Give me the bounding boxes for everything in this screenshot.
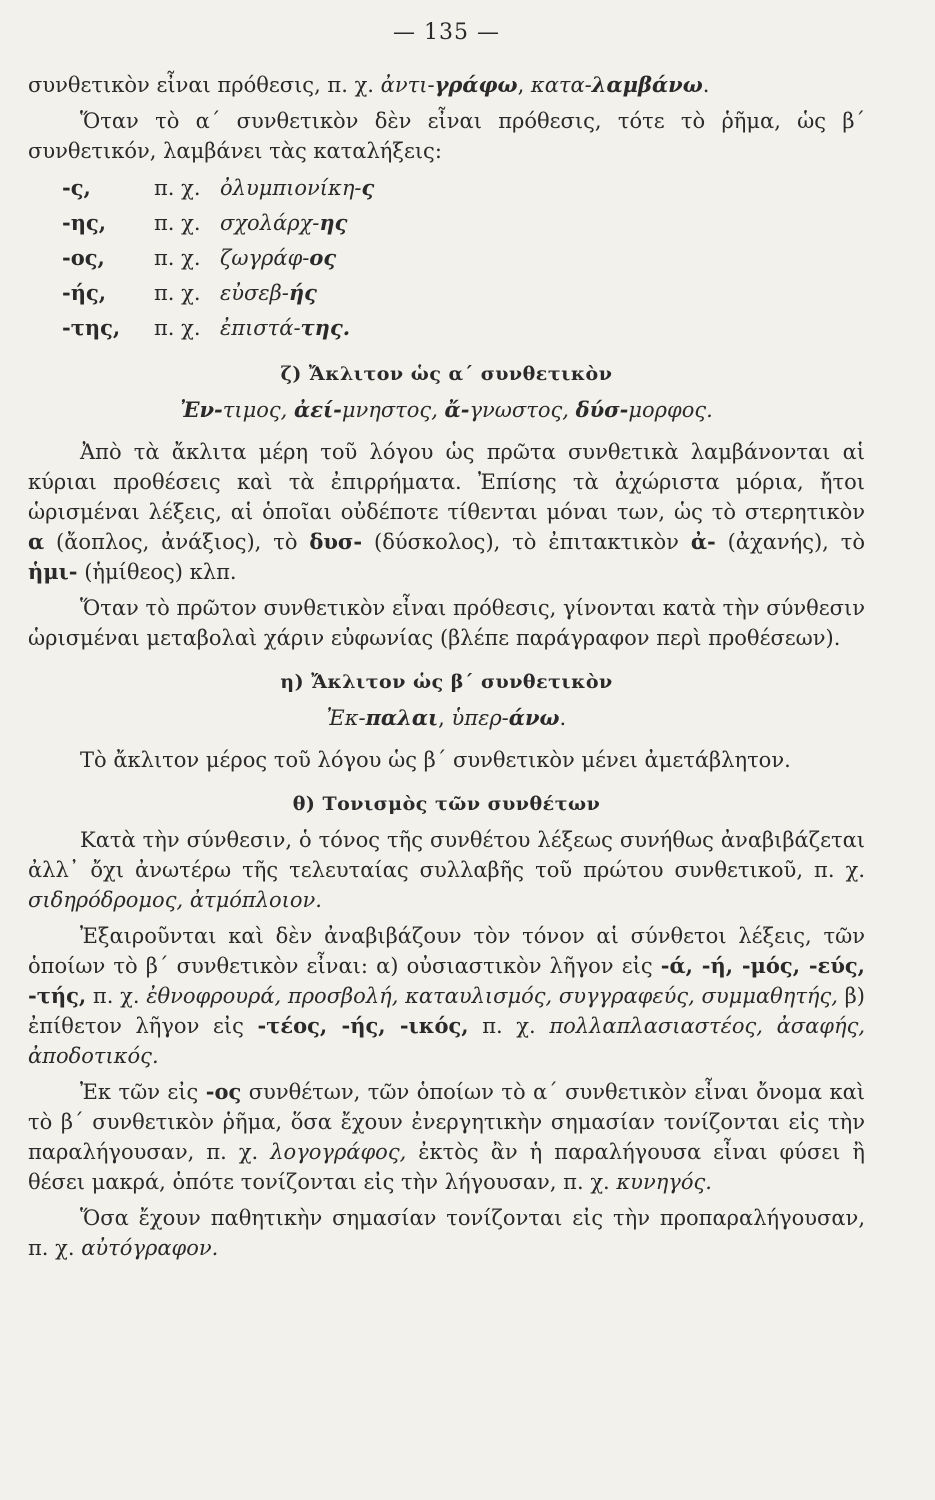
section-heading-th: θ) Τονισμὸς τῶν συνθέτων: [292, 793, 601, 815]
ending-row: -ής, π. χ. εὐσεβ- ής: [62, 279, 317, 305]
paragraph-ametavlito: Τὸ ἄκλιτον μέρος τοῦ λόγου ὡς β΄ συνθετικὸν μένει ἀμετάβλητον.: [80, 748, 791, 772]
ending-row: -ος, π. χ. ζωγράφ- ος: [62, 244, 337, 270]
paragraph-aklita: Ἀπὸ τὰ ἄκλιτα μέρη τοῦ λόγου ὡς πρῶτα συνθετικὰ λαμβάνονται αἱ κύριαι προθέσεις καὶ τὰ ἐπιρρήματα. Ἐπίσης τὰ ἀχώριστα μόρια, ἤτοι ὡρισμέναι λέξεις, αἱ ὁποῖαι οὐδέποτε τίθενται μόναι των, ὡς τὸ στερητικὸν α (ἄοπλος, ἀνάξιος), τὸ δυσ- (δύσκολος), τὸ ἐπιτακτικὸν ἀ- (ἀχανής), τὸ ἡμι- (ἡμίθεος) κλπ.: [28, 440, 865, 584]
example-line-z: Ἐν-τιμος, ἀεί-μνηστος, ἄ-γνωστος, δύσ-μορφος.: [180, 397, 713, 422]
paragraph-tonismos: Κατὰ τὴν σύνθεσιν, ὁ τόνος τῆς συνθέτου λέξεως συνήθως ἀναβιβάζεται ἀλλ᾿ ὄχι ἀνωτέρω τῆς τελευταίας συλλαβῆς τοῦ πρώτου συνθετικοῦ, π. χ. σιδηρόδρομος, ἀτμόπλοιον.: [28, 828, 865, 912]
paragraph-prothesis: Ὅταν τὸ πρῶτον συνθετικὸν εἶναι πρόθεσις, γίνονται κατὰ τὴν σύνθεσιν ὡρισμέναι μεταβολαὶ χάριν εὐφωνίας (βλέπε παράγραφον περὶ προθέσεων).: [28, 596, 865, 650]
continuation-line: συνθετικὸν εἶναι πρόθεσις, π. χ. ἀντι-γράφω, κατα-λαμβάνω.: [28, 72, 710, 97]
paragraph-exairountai: Ἐξαιροῦνται καὶ δὲν ἀναβιβάζουν τὸν τόνον αἱ σύνθετοι λέξεις, τῶν ὁποίων τὸ β΄ συνθετικὸν εἶναι: α) οὐσιαστικὸν λῆγον εἰς -ά, -ή, -μός, -εύς, -τής, π. χ. ἐθνοφρουρά, προσβολή, καταυλισμός, συγγραφεύς, συμμαθητής, β) ἐπίθετον λῆγον εἰς -τέος, -ής, -ικός, π. χ. πολλαπλασιαστέος, ἀσαφής, ἀποδοτικός.: [28, 924, 866, 1068]
paragraph-pathitiki: Ὅσα ἔχουν παθητικὴν σημασίαν τονίζονται εἰς τὴν προπαραλήγουσαν, π. χ. αὐτόγραφον.: [28, 1206, 865, 1260]
paragraph-energitiki: Ἐκ τῶν εἰς -ος συνθέτων, τῶν ὁποίων τὸ α΄ συνθετικὸν εἶναι ὄνομα καὶ τὸ β΄ συνθετικὸν ῥῆμα, ὅσα ἔχουν ἐνεργητικὴν σημασίαν τονίζονται εἰς τὴν παραλήγουσαν, π. χ. λογογράφος, ἐκτὸς ἂν ἡ παραλήγουσα εἶναι φύσει ἢ θέσει μακρά, ὁπότε τονίζονται εἰς τὴν λήγουσαν, π. χ. κυνηγός.: [28, 1079, 865, 1194]
section-heading-z: ζ) Ἄκλιτον ὡς α΄ συνθετικὸν: [280, 363, 613, 385]
page-number: — 135 —: [393, 20, 500, 45]
ending-row: -ης, π. χ. σχολάρχ- ης: [62, 209, 348, 235]
paragraph-endings-intro: Ὅταν τὸ α΄ συνθετικὸν δὲν εἶναι πρόθεσις, τότε τὸ ῥῆμα, ὡς β΄ συνθετικόν, λαμβάνει τὰς καταλήξεις:: [28, 109, 865, 163]
endings-list: [62, 170, 865, 345]
ending-row: -της, π. χ. ἐπιστά- της.: [62, 314, 351, 340]
ending-row: -ς, π. χ. ὀλυμπιονίκη- ς: [62, 174, 375, 200]
section-heading-h: η) Ἄκλιτον ὡς β΄ συνθετικὸν: [280, 671, 613, 693]
example-line-h: Ἐκ-παλαι, ὑπερ-άνω.: [326, 705, 567, 730]
